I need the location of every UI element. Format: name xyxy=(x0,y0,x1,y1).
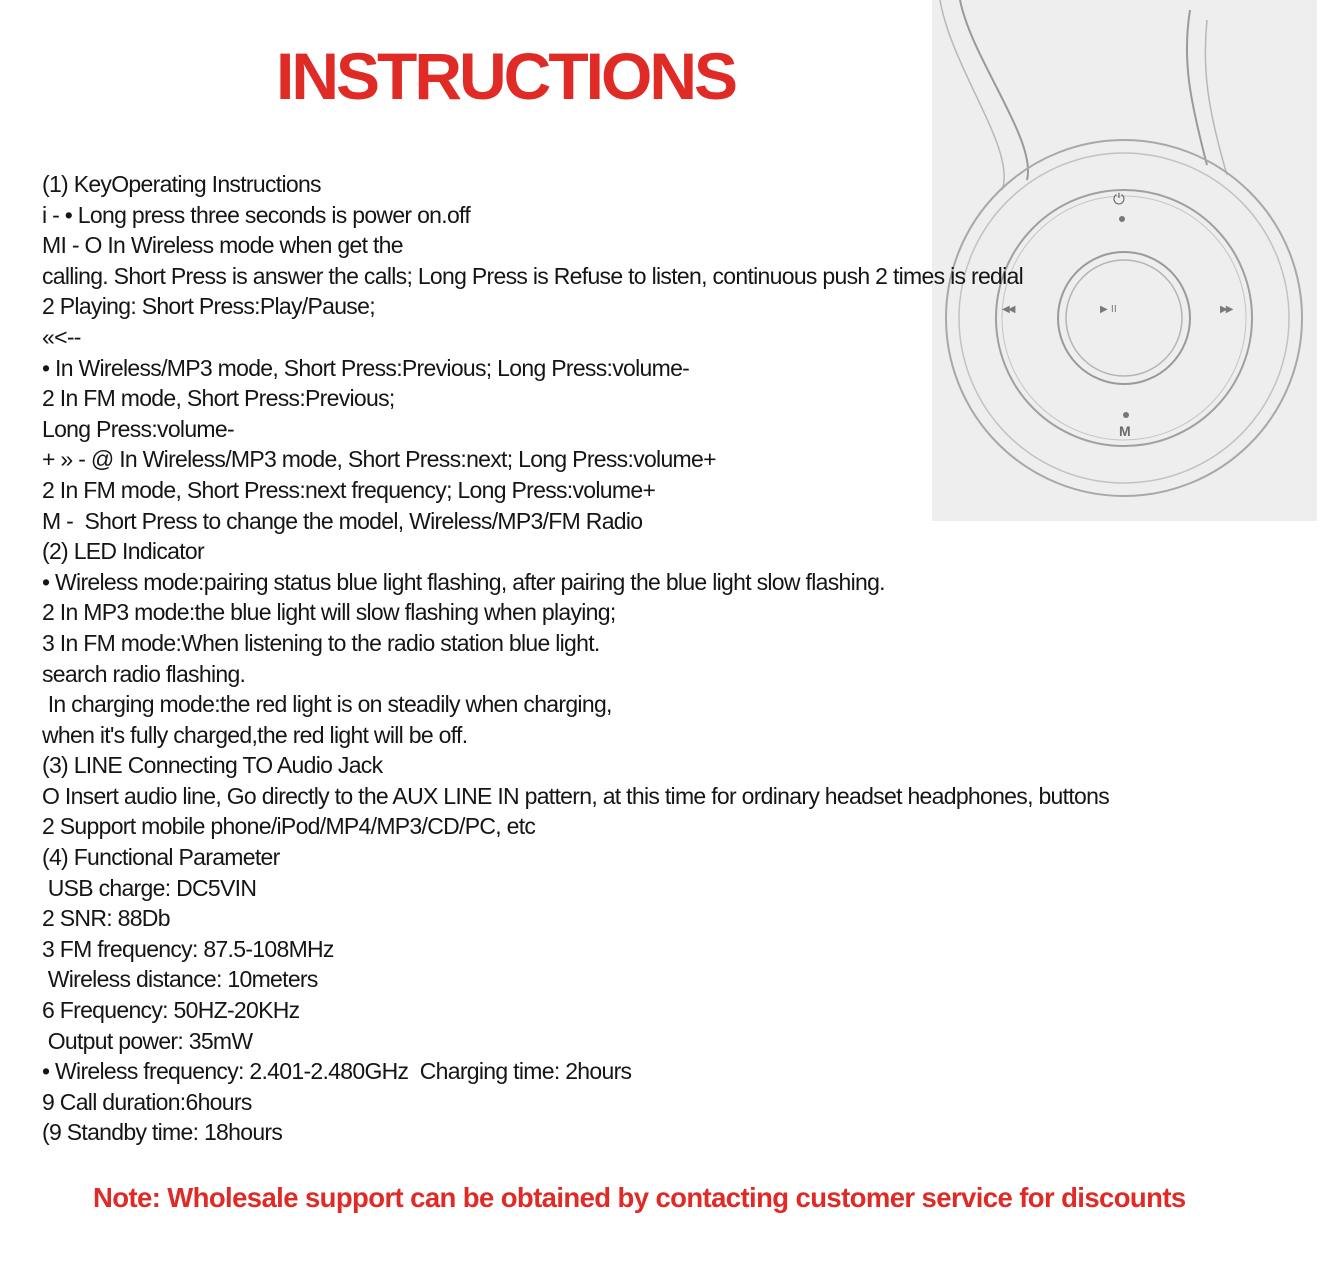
instruction-line: «<-- xyxy=(42,323,81,350)
instruction-line: (4) Functional Parameter xyxy=(42,844,280,871)
instruction-line: Long Press:volume- xyxy=(42,415,234,442)
instruction-line: calling. Short Press is answer the calls; Long Press is Refuse to listen, continuous push 2 times is redial xyxy=(42,262,1024,289)
instruction-line: M - Short Press to change the model, Wireless/MP3/FM Radio xyxy=(42,507,643,534)
instruction-line: (3) LINE Connecting TO Audio Jack xyxy=(42,752,383,779)
instruction-line: 2 Playing: Short Press:Play/Pause; xyxy=(42,293,375,320)
wholesale-note: Note: Wholesale support can be obtained by contacting customer service for discounts xyxy=(93,1182,1186,1213)
instruction-line: Output power: 35mW xyxy=(42,1027,253,1054)
instruction-line: (1) KeyOperating Instructions xyxy=(42,171,321,197)
instruction-line: • In Wireless/MP3 mode, Short Press:Previous; Long Press:volume- xyxy=(42,354,690,381)
next-button-label: ▶▶ xyxy=(1220,304,1232,315)
instruction-line: 2 In FM mode, Short Press:next frequency; Long Press:volume+ xyxy=(42,476,656,503)
instruction-line: 2 SNR: 88Db xyxy=(42,905,170,932)
previous-button-label: ◀◀ xyxy=(1002,304,1014,315)
play-pause-button-label: ▶ II xyxy=(1100,304,1117,315)
instruction-line: 9 Call duration:6hours xyxy=(42,1088,252,1115)
instruction-line: In charging mode:the red light is on steadily when charging, xyxy=(42,691,612,718)
instruction-line: i - • Long press three seconds is power on.off xyxy=(42,201,471,228)
instruction-line: 3 FM frequency: 87.5-108MHz xyxy=(42,935,334,962)
mode-button-label: M xyxy=(1119,423,1131,439)
instruction-line: (2) LED Indicator xyxy=(42,538,204,565)
instruction-line: USB charge: DC5VIN xyxy=(42,874,257,901)
instruction-line: (9 Standby time: 18hours xyxy=(42,1119,283,1146)
instruction-line: • Wireless mode:pairing status blue light flashing, after pairing the blue light slow flashing. xyxy=(42,568,885,595)
instruction-line: O Insert audio line, Go directly to the AUX LINE IN pattern, at this time for ordinary headset headphones, buttons xyxy=(42,782,1109,809)
instruction-line: when it's fully charged,the red light will be off. xyxy=(42,721,468,748)
instruction-line: search radio flashing. xyxy=(42,660,246,687)
instruction-line: • Wireless frequency: 2.401-2.480GHz Charging time: 2hours xyxy=(42,1058,632,1085)
instruction-line: + » - @ In Wireless/MP3 mode, Short Press:next; Long Press:volume+ xyxy=(42,446,716,473)
instruction-line: 2 In FM mode, Short Press:Previous; xyxy=(42,385,395,412)
instruction-line: 2 In MP3 mode:the blue light will slow flashing when playing; xyxy=(42,599,616,626)
page-title: INSTRUCTIONS xyxy=(276,39,735,113)
power-symbol: ⏻ xyxy=(1113,190,1125,208)
instructions-text xyxy=(42,169,1312,1148)
instruction-line: MI - O In Wireless mode when get the xyxy=(42,232,403,259)
instruction-line: 3 In FM mode:When listening to the radio station blue light. xyxy=(42,629,600,656)
instruction-line: 2 Support mobile phone/iPod/MP4/MP3/CD/PC, etc xyxy=(42,813,536,840)
instruction-line: 6 Frequency: 50HZ-20KHz xyxy=(42,997,300,1024)
instruction-line: Wireless distance: 10meters xyxy=(42,966,318,993)
